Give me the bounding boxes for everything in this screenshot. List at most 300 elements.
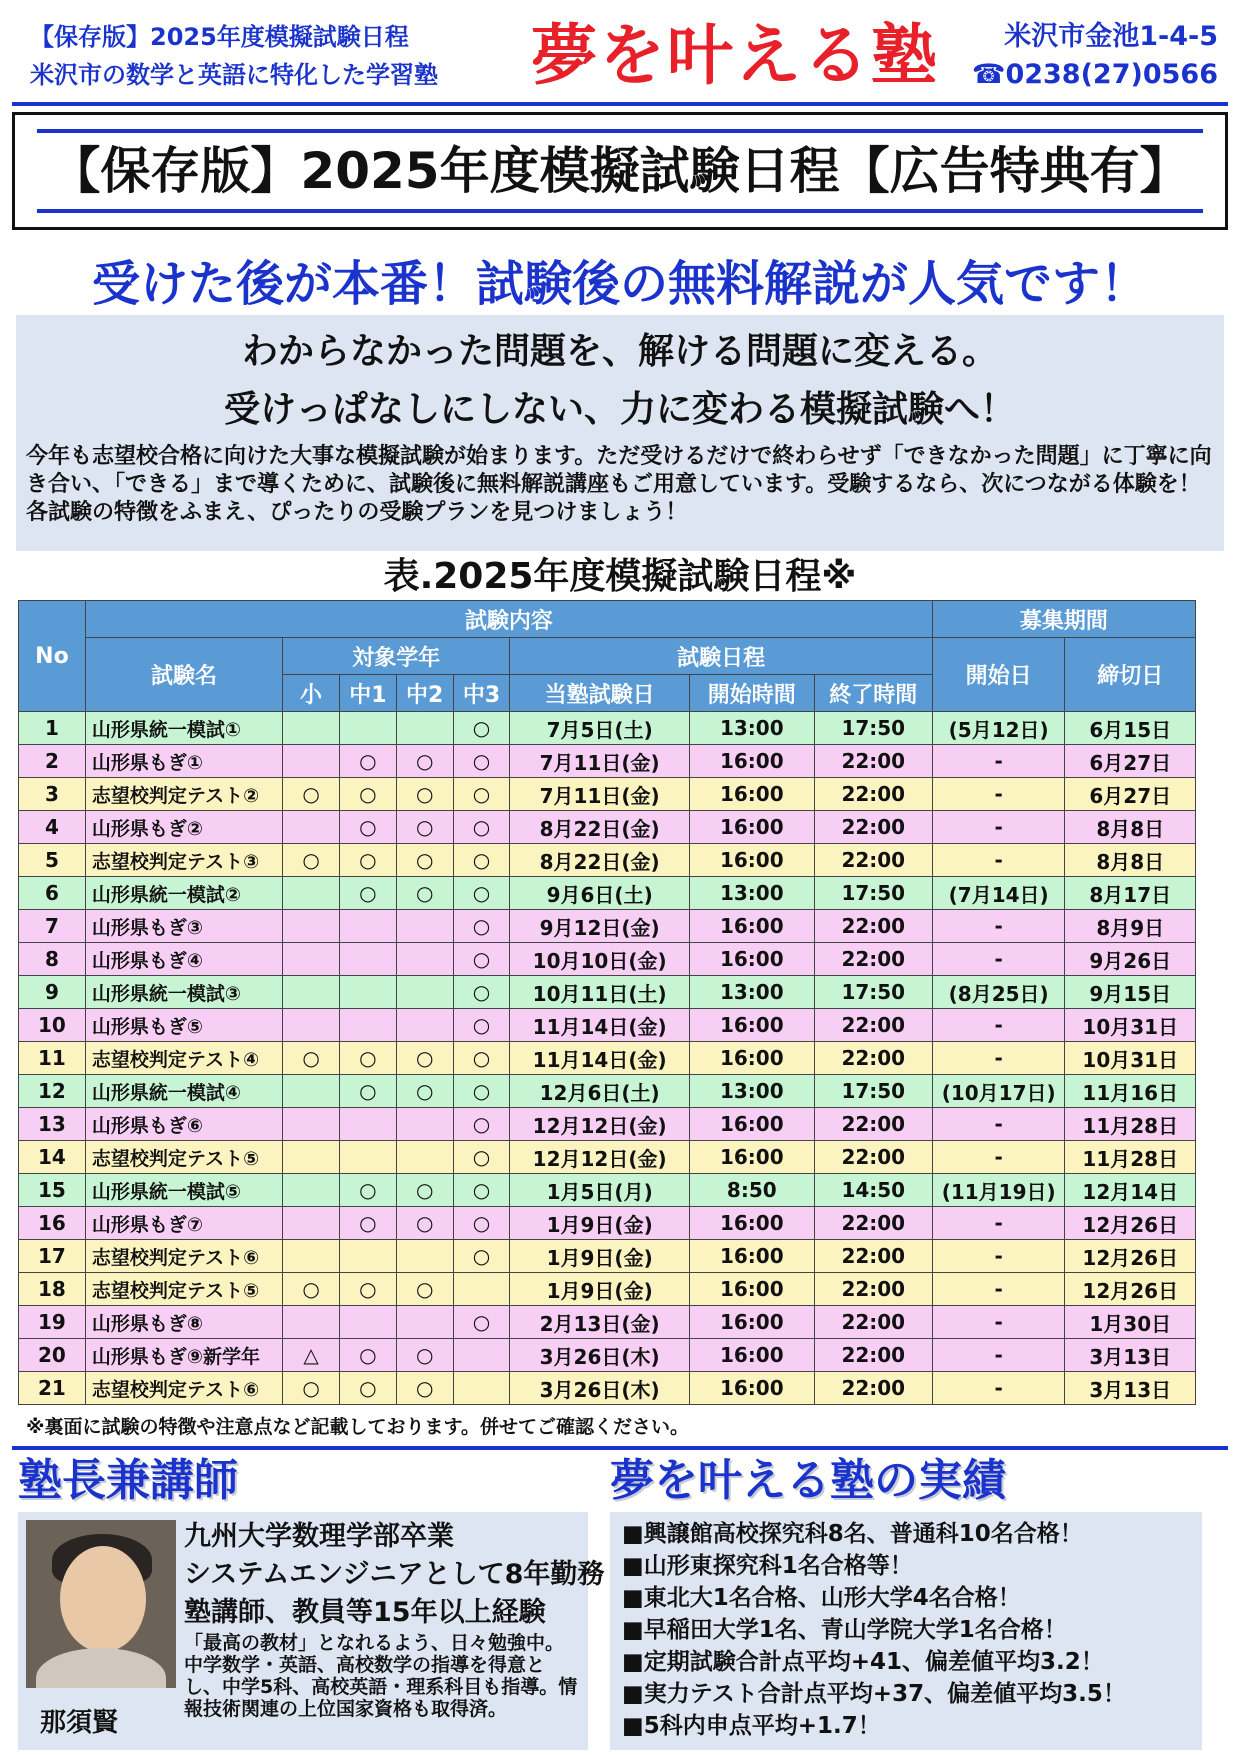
table-row [19, 1306, 1196, 1339]
cell-grade-c1 [339, 910, 396, 943]
cell-start-time: 16:00 [689, 1273, 814, 1306]
cell-grade-c3: ○ [453, 745, 510, 778]
cell-grade-c3: ○ [453, 943, 510, 976]
header-contact [928, 18, 1218, 94]
table-row [19, 1141, 1196, 1174]
cell-grade-c2 [396, 1009, 453, 1042]
cell-deadline: 12月14日 [1065, 1174, 1196, 1207]
cell-exam-date: 12月12日(金) [510, 1108, 689, 1141]
cell-row-no: 10 [19, 1009, 86, 1042]
cell-row-no: 19 [19, 1306, 86, 1339]
cell-grade-c1: ○ [339, 1174, 396, 1207]
cell-end-time: 22:00 [814, 844, 932, 877]
cell-start-time: 16:00 [689, 1372, 814, 1405]
cell-row-no: 17 [19, 1240, 86, 1273]
cell-end-time: 22:00 [814, 1207, 932, 1240]
cell-exam-name: 山形県もぎ⑤ [85, 1009, 282, 1042]
cell-grade-c3: ○ [453, 1042, 510, 1075]
table-row [19, 1240, 1196, 1273]
cell-deadline: 12月26日 [1065, 1240, 1196, 1273]
cell-exam-name: 志望校判定テスト⑤ [85, 1273, 282, 1306]
cell-end-time: 22:00 [814, 1306, 932, 1339]
cell-exam-date: 7月5日(土) [510, 712, 689, 745]
cell-exam-name: 山形県もぎ③ [85, 910, 282, 943]
cell-grade-sho [283, 1240, 340, 1273]
cell-exam-name: 山形県もぎ④ [85, 943, 282, 976]
cell-start-date: - [932, 910, 1065, 943]
col-deadline: 締切日 [1065, 638, 1196, 712]
cell-start-date: (11月19日) [932, 1174, 1065, 1207]
avatar-face [60, 1546, 146, 1652]
cell-grade-sho: ○ [283, 1372, 340, 1405]
cell-exam-date: 3月26日(木) [510, 1372, 689, 1405]
cell-exam-name: 山形県もぎ⑦ [85, 1207, 282, 1240]
cell-start-time: 16:00 [689, 1306, 814, 1339]
cell-row-no: 3 [19, 778, 86, 811]
achievement-item: ■定期試験合計点平均+41、偏差値平均3.2！ [622, 1649, 1104, 1675]
cell-grade-c2 [396, 1240, 453, 1273]
cell-row-no: 8 [19, 943, 86, 976]
table-row [19, 877, 1196, 910]
cell-grade-sho: ○ [283, 1042, 340, 1075]
cell-grade-sho [283, 976, 340, 1009]
divider [12, 1446, 1228, 1450]
cell-start-time: 16:00 [689, 745, 814, 778]
intro-headline-2: 受けっぱなしにしない、力に変わる模擬試験へ！ [223, 389, 1016, 430]
cell-exam-date: 1月9日(金) [510, 1273, 689, 1306]
cell-end-time: 22:00 [814, 811, 932, 844]
cell-exam-date: 7月11日(金) [510, 778, 689, 811]
cell-grade-sho [283, 877, 340, 910]
cell-grade-c2 [396, 976, 453, 1009]
cell-grade-c2 [396, 1306, 453, 1339]
cell-row-no: 6 [19, 877, 86, 910]
cell-start-date: - [932, 1141, 1065, 1174]
cell-deadline: 6月27日 [1065, 745, 1196, 778]
cell-row-no: 9 [19, 976, 86, 1009]
cell-grade-c2: ○ [396, 844, 453, 877]
cell-grade-c1: ○ [339, 1372, 396, 1405]
cell-exam-date: 8月22日(金) [510, 844, 689, 877]
cell-start-date: (7月14日) [932, 877, 1065, 910]
cell-grade-c3 [453, 1273, 510, 1306]
cell-grade-sho [283, 1207, 340, 1240]
avatar-body [36, 1648, 166, 1688]
cell-grade-sho [283, 1009, 340, 1042]
cell-exam-date: 12月12日(金) [510, 1141, 689, 1174]
cell-start-date: - [932, 1273, 1065, 1306]
achievement-item: ■早稲田大学1名、青山学院大学1名合格！ [622, 1617, 1067, 1643]
col-exam-name: 試験名 [85, 638, 282, 712]
cell-exam-date: 1月9日(金) [510, 1207, 689, 1240]
cell-start-time: 8:50 [689, 1174, 814, 1207]
table-row [19, 811, 1196, 844]
divider [12, 102, 1228, 106]
cell-start-time: 16:00 [689, 910, 814, 943]
cell-row-no: 2 [19, 745, 86, 778]
cell-end-time: 22:00 [814, 1108, 932, 1141]
cell-start-time: 16:00 [689, 1141, 814, 1174]
cell-deadline: 3月13日 [1065, 1372, 1196, 1405]
cell-grade-c1 [339, 943, 396, 976]
col-grade-c3: 中3 [453, 675, 510, 712]
cell-grade-c2 [396, 910, 453, 943]
table-row [19, 778, 1196, 811]
cell-start-date: - [932, 811, 1065, 844]
cell-start-date: - [932, 1009, 1065, 1042]
cell-grade-c2: ○ [396, 1339, 453, 1372]
table-row [19, 712, 1196, 745]
cell-end-time: 17:50 [814, 877, 932, 910]
cell-row-no: 21 [19, 1372, 86, 1405]
cell-grade-c2 [396, 1108, 453, 1141]
cell-end-time: 22:00 [814, 1042, 932, 1075]
cell-start-date: (10月17日) [932, 1075, 1065, 1108]
cell-grade-c2: ○ [396, 1372, 453, 1405]
cell-grade-sho [283, 910, 340, 943]
avatar [26, 1520, 176, 1688]
cell-end-time: 22:00 [814, 745, 932, 778]
cell-exam-name: 志望校判定テスト⑤ [85, 1141, 282, 1174]
cell-exam-name: 山形県もぎ⑧ [85, 1306, 282, 1339]
cell-grade-c1 [339, 1306, 396, 1339]
cell-row-no: 7 [19, 910, 86, 943]
cell-exam-date: 11月14日(金) [510, 1042, 689, 1075]
cell-grade-c1: ○ [339, 1075, 396, 1108]
title-rule-top [37, 129, 1203, 133]
cell-deadline: 9月26日 [1065, 943, 1196, 976]
cell-exam-name: 山形県もぎ⑥ [85, 1108, 282, 1141]
cell-exam-name: 志望校判定テスト② [85, 778, 282, 811]
cell-exam-date: 12月6日(土) [510, 1075, 689, 1108]
col-start-date: 開始日 [932, 638, 1065, 712]
achievement-item: ■山形東探究科1名合格等！ [622, 1553, 913, 1579]
cell-start-date: - [932, 778, 1065, 811]
cell-end-time: 22:00 [814, 1240, 932, 1273]
cell-grade-c1: ○ [339, 1339, 396, 1372]
col-group-recruit: 募集期間 [932, 601, 1195, 638]
cell-exam-date: 11月14日(金) [510, 1009, 689, 1042]
cell-grade-c3: ○ [453, 778, 510, 811]
table-row [19, 1207, 1196, 1240]
cell-start-time: 13:00 [689, 1075, 814, 1108]
profile-section-title: 塾長兼講師 [18, 1455, 238, 1506]
cell-end-time: 17:50 [814, 1075, 932, 1108]
cell-deadline: 11月16日 [1065, 1075, 1196, 1108]
cell-exam-name: 志望校判定テスト④ [85, 1042, 282, 1075]
cell-start-time: 16:00 [689, 811, 814, 844]
cell-grade-c1 [339, 1009, 396, 1042]
cell-start-time: 16:00 [689, 1207, 814, 1240]
cell-grade-sho [283, 1075, 340, 1108]
page-title: 【保存版】2025年度模擬試験日程【広告特典有】 [50, 142, 1190, 200]
cell-start-date: (5月12日) [932, 712, 1065, 745]
cell-end-time: 22:00 [814, 1339, 932, 1372]
cell-end-time: 17:50 [814, 976, 932, 1009]
cell-row-no: 20 [19, 1339, 86, 1372]
cell-deadline: 12月26日 [1065, 1207, 1196, 1240]
title-box [12, 112, 1228, 230]
cell-start-time: 16:00 [689, 1339, 814, 1372]
cell-grade-c3: ○ [453, 910, 510, 943]
cell-grade-sho [283, 1141, 340, 1174]
cell-grade-c3: ○ [453, 1240, 510, 1273]
table-row [19, 976, 1196, 1009]
cell-start-date: - [932, 1042, 1065, 1075]
cell-grade-c2: ○ [396, 778, 453, 811]
cell-row-no: 5 [19, 844, 86, 877]
cell-exam-date: 10月11日(土) [510, 976, 689, 1009]
cell-end-time: 14:50 [814, 1174, 932, 1207]
table-row [19, 1174, 1196, 1207]
table-title: 表.2025年度模擬試験日程※ [383, 556, 857, 597]
cell-start-time: 16:00 [689, 778, 814, 811]
col-grade-sho: 小 [283, 675, 340, 712]
cell-grade-sho: ○ [283, 1273, 340, 1306]
cell-grade-sho [283, 811, 340, 844]
col-grade-c2: 中2 [396, 675, 453, 712]
cell-grade-c1: ○ [339, 811, 396, 844]
cell-deadline: 11月28日 [1065, 1108, 1196, 1141]
cell-deadline: 6月15日 [1065, 712, 1196, 745]
cell-deadline: 11月28日 [1065, 1141, 1196, 1174]
cell-row-no: 14 [19, 1141, 86, 1174]
cell-grade-sho [283, 745, 340, 778]
table-row [19, 1108, 1196, 1141]
cell-start-time: 13:00 [689, 712, 814, 745]
cell-deadline: 1月30日 [1065, 1306, 1196, 1339]
cell-grade-c3: ○ [453, 877, 510, 910]
cell-grade-c2: ○ [396, 1273, 453, 1306]
cell-deadline: 8月8日 [1065, 811, 1196, 844]
cell-start-date: - [932, 1108, 1065, 1141]
header-tagline-2: 米沢市の数学と英語に特化した学習塾 [30, 61, 438, 89]
cell-start-time: 16:00 [689, 1042, 814, 1075]
cell-deadline: 8月8日 [1065, 844, 1196, 877]
cell-exam-name: 山形県統一模試② [85, 877, 282, 910]
cell-end-time: 22:00 [814, 1372, 932, 1405]
cell-grade-c2: ○ [396, 877, 453, 910]
cell-start-date: (8月25日) [932, 976, 1065, 1009]
profile-detail: 「最高の教材」となれるよう、日々勉強中。中学数学・英語、高校数学の指導を得意とし、中学5科、高校英語・理系科目も指導。情報技術関連の上位国家資格も取得済。 [184, 1632, 578, 1720]
cell-grade-c2 [396, 943, 453, 976]
cell-grade-c2: ○ [396, 811, 453, 844]
cell-exam-name: 志望校判定テスト⑥ [85, 1240, 282, 1273]
cell-grade-c1 [339, 976, 396, 1009]
cell-grade-c2 [396, 1141, 453, 1174]
cell-end-time: 22:00 [814, 778, 932, 811]
cell-start-time: 13:00 [689, 877, 814, 910]
col-start-time: 開始時間 [689, 675, 814, 712]
table-row [19, 1075, 1196, 1108]
cell-deadline: 10月31日 [1065, 1009, 1196, 1042]
cell-end-time: 17:50 [814, 712, 932, 745]
cell-end-time: 22:00 [814, 1009, 932, 1042]
cell-start-time: 16:00 [689, 1009, 814, 1042]
cell-exam-date: 1月9日(金) [510, 1240, 689, 1273]
table-row [19, 745, 1196, 778]
cell-grade-c1: ○ [339, 778, 396, 811]
cell-start-date: - [932, 1339, 1065, 1372]
cell-grade-c3 [453, 1339, 510, 1372]
cell-grade-sho: △ [283, 1339, 340, 1372]
cell-row-no: 1 [19, 712, 86, 745]
cell-grade-sho [283, 1108, 340, 1141]
cell-grade-c3: ○ [453, 1174, 510, 1207]
cell-grade-sho [283, 943, 340, 976]
cell-grade-c1: ○ [339, 745, 396, 778]
profile-line: システムエンジニアとして8年勤務 [184, 1559, 605, 1590]
col-no: No [19, 601, 86, 712]
profile-line: 塾講師、教員等15年以上経験 [184, 1597, 546, 1628]
cell-deadline: 12月26日 [1065, 1273, 1196, 1306]
cell-start-date: - [932, 943, 1065, 976]
cell-exam-name: 山形県もぎ⑨新学年 [85, 1339, 282, 1372]
title-rule-bottom [37, 209, 1203, 213]
cell-row-no: 13 [19, 1108, 86, 1141]
cell-exam-name: 山形県統一模試④ [85, 1075, 282, 1108]
col-group-content: 試験内容 [85, 601, 932, 638]
cell-deadline: 8月9日 [1065, 910, 1196, 943]
cell-grade-c3: ○ [453, 976, 510, 1009]
profile-line: 九州大学数理学部卒業 [184, 1521, 454, 1552]
table-row [19, 1273, 1196, 1306]
cell-row-no: 11 [19, 1042, 86, 1075]
table-row [19, 1339, 1196, 1372]
cell-grade-c3: ○ [453, 1108, 510, 1141]
cell-start-date: - [932, 1372, 1065, 1405]
cell-row-no: 15 [19, 1174, 86, 1207]
cell-exam-date: 7月11日(金) [510, 745, 689, 778]
achievement-item: ■興譲館高校探究科8名、普通科10名合格！ [622, 1521, 1083, 1547]
cell-exam-date: 1月5日(月) [510, 1174, 689, 1207]
cell-exam-name: 志望校判定テスト③ [85, 844, 282, 877]
cell-end-time: 22:00 [814, 1273, 932, 1306]
cell-exam-name: 山形県統一模試⑤ [85, 1174, 282, 1207]
schedule-body [19, 712, 1196, 1405]
cell-row-no: 4 [19, 811, 86, 844]
cell-deadline: 9月15日 [1065, 976, 1196, 1009]
table-row [19, 1042, 1196, 1075]
cell-grade-c2: ○ [396, 745, 453, 778]
col-grade-c1: 中1 [339, 675, 396, 712]
achievements-section-title: 夢を叶える塾の実績 [610, 1455, 1006, 1506]
cell-exam-name: 山形県統一模試③ [85, 976, 282, 1009]
cell-grade-c2 [396, 712, 453, 745]
cell-grade-c2: ○ [396, 1174, 453, 1207]
cell-exam-date: 2月13日(金) [510, 1306, 689, 1339]
instructor-name: 那須賢 [40, 1708, 119, 1738]
cell-start-date: - [932, 844, 1065, 877]
cell-grade-c1 [339, 712, 396, 745]
cell-deadline: 6月27日 [1065, 778, 1196, 811]
cell-exam-date: 8月22日(金) [510, 811, 689, 844]
cell-start-date: - [932, 1207, 1065, 1240]
cell-start-date: - [932, 1306, 1065, 1339]
cell-end-time: 22:00 [814, 910, 932, 943]
cell-grade-c3: ○ [453, 1207, 510, 1240]
cell-grade-c3: ○ [453, 1009, 510, 1042]
cell-start-time: 16:00 [689, 1108, 814, 1141]
profile-lines [184, 1518, 605, 1720]
header-left [30, 18, 510, 94]
profile-box [18, 1512, 605, 1750]
table-row [19, 844, 1196, 877]
cell-exam-name: 山形県もぎ② [85, 811, 282, 844]
cell-start-time: 16:00 [689, 844, 814, 877]
table-row [19, 943, 1196, 976]
cell-grade-c1: ○ [339, 1273, 396, 1306]
col-exam-date: 当塾試験日 [510, 675, 689, 712]
header-tagline-1: 【保存版】2025年度模擬試験日程 [30, 23, 409, 51]
cell-grade-c3: ○ [453, 1141, 510, 1174]
cell-grade-c1: ○ [339, 844, 396, 877]
cell-deadline: 3月13日 [1065, 1339, 1196, 1372]
schedule-table [18, 600, 1196, 1405]
cell-end-time: 22:00 [814, 943, 932, 976]
intro-headline-1: わからなかった問題を、解ける問題に変える。 [241, 331, 998, 372]
cell-grade-c3: ○ [453, 1075, 510, 1108]
cell-grade-sho [283, 1306, 340, 1339]
cell-grade-c1: ○ [339, 1042, 396, 1075]
cell-grade-sho: ○ [283, 778, 340, 811]
cell-grade-c1 [339, 1240, 396, 1273]
cell-grade-sho: ○ [283, 844, 340, 877]
achievements-box [610, 1512, 1202, 1750]
catchphrase: 受けた後が本番！試験後の無料解説が人気です！ [91, 256, 1148, 312]
col-group-schedule: 試験日程 [510, 638, 932, 675]
cell-deadline: 8月17日 [1065, 877, 1196, 910]
cell-grade-c3: ○ [453, 1306, 510, 1339]
cell-grade-c3: ○ [453, 712, 510, 745]
achievement-item: ■東北大1名合格、山形大学4名合格！ [622, 1585, 1021, 1611]
cell-grade-c2: ○ [396, 1042, 453, 1075]
cell-exam-name: 山形県統一模試① [85, 712, 282, 745]
cell-row-no: 12 [19, 1075, 86, 1108]
cell-start-date: - [932, 1240, 1065, 1273]
achievement-item: ■実力テスト合計点平均+37、偏差値平均3.5！ [622, 1681, 1126, 1707]
cell-row-no: 16 [19, 1207, 86, 1240]
cell-start-time: 13:00 [689, 976, 814, 1009]
cell-exam-name: 志望校判定テスト⑥ [85, 1372, 282, 1405]
cell-exam-date: 9月6日(土) [510, 877, 689, 910]
table-row [19, 910, 1196, 943]
intro-box [16, 315, 1224, 551]
cell-row-no: 18 [19, 1273, 86, 1306]
cell-grade-sho [283, 1174, 340, 1207]
cell-grade-sho [283, 712, 340, 745]
cell-grade-c1 [339, 1108, 396, 1141]
table-row [19, 1009, 1196, 1042]
phone-number: ☎0238(27)0566 [971, 59, 1218, 90]
cell-start-date: - [932, 745, 1065, 778]
address: 米沢市金池1-4-5 [1004, 21, 1218, 52]
cell-grade-c3: ○ [453, 844, 510, 877]
cell-grade-c2: ○ [396, 1207, 453, 1240]
intro-paragraph: 今年も志望校合格に向けた大事な模擬試験が始まります。ただ受けるだけで終わらせず「できなかった問題」に丁寧に向き合い、「できる」まで導くために、試験後に無料解説講座もご用意しています。受験するなら、次につながる体験を！各試験の特徴をふまえ、ぴったりの受験プランを見つけましょう！ [26, 444, 1212, 525]
cell-grade-c3: ○ [453, 811, 510, 844]
brand-logo: 夢を叶える塾 [531, 17, 939, 94]
cell-exam-date: 10月10日(金) [510, 943, 689, 976]
cell-grade-c1: ○ [339, 1207, 396, 1240]
cell-grade-c1 [339, 1141, 396, 1174]
footnote: ※裏面に試験の特徴や注意点など記載しております。併せてご確認ください。 [26, 1416, 689, 1438]
cell-deadline: 10月31日 [1065, 1042, 1196, 1075]
table-row [19, 1372, 1196, 1405]
cell-exam-name: 山形県もぎ① [85, 745, 282, 778]
cell-grade-c1: ○ [339, 877, 396, 910]
cell-start-time: 16:00 [689, 1240, 814, 1273]
